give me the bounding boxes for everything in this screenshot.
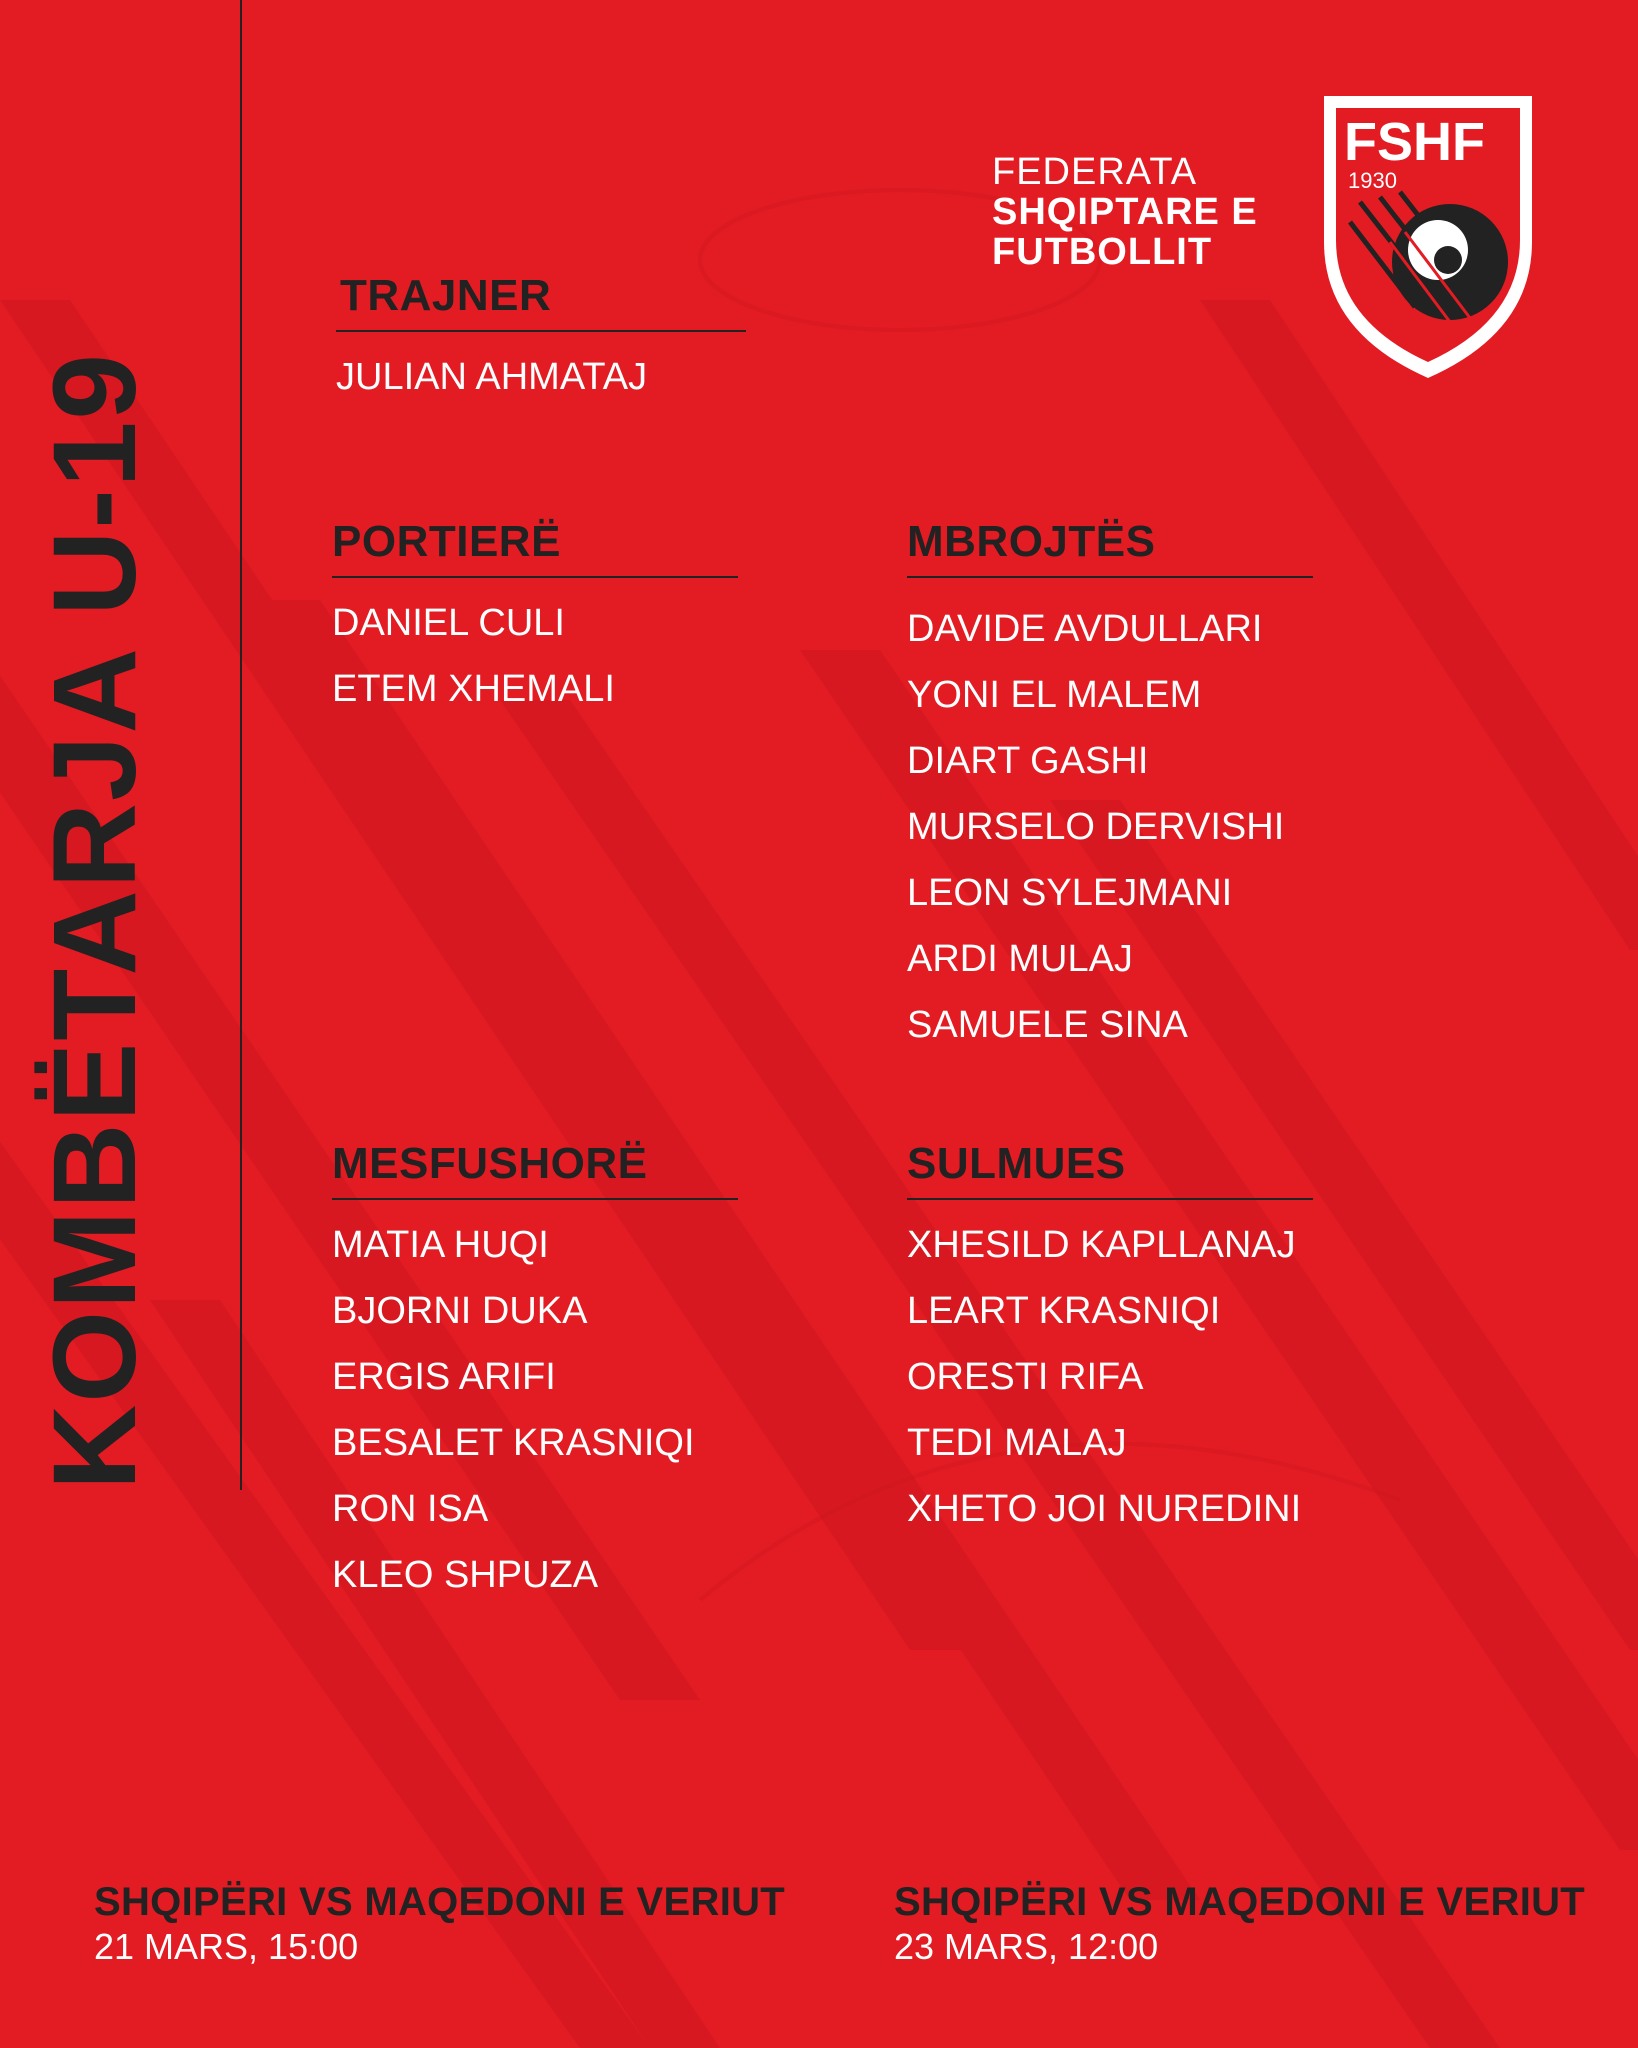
defenders-title: MBROJTËS [907,518,1313,578]
federation-line-3: FUTBOLLIT [992,231,1213,273]
list-item: MATIA HUQI [332,1224,549,1266]
crest-abbreviation: FSHF [1344,112,1485,172]
list-item: SAMUELE SINA [907,1004,1188,1046]
coach-section [336,272,756,410]
list-item: ETEM XHEMALI [332,668,615,710]
list-item: LEART KRASNIQI [907,1290,1221,1332]
forwards-list [907,1212,1327,1542]
list-item: DAVIDE AVDULLARI [907,608,1263,650]
list-item: XHESILD KAPLLANAJ [907,1224,1296,1266]
list-item: ERGIS ARIFI [332,1356,556,1398]
match-info-1 [94,1880,785,1970]
goalkeepers-title: PORTIERË [332,518,738,578]
list-item: DIART GASHI [907,740,1149,782]
list-item: DANIEL CULI [332,602,565,644]
match-title: SHQIPËRI VS MAQEDONI E VERIUT [94,1880,786,1924]
list-item: TEDI MALAJ [907,1422,1127,1464]
list-item: ARDI MULAJ [907,938,1133,980]
fshf-crest-logo [1320,92,1536,382]
list-item: RON ISA [332,1488,489,1530]
defenders-list [907,596,1327,1058]
midfielders-section [332,1140,752,1608]
midfielders-title: MESFUSHORË [332,1140,738,1200]
forwards-title: SULMUES [907,1140,1313,1200]
list-item: KLEO SHPUZA [332,1554,599,1596]
federation-name [992,152,1258,272]
coach-name: JULIAN AHMATAJ [336,356,648,398]
list-item: MURSELO DERVISHI [907,806,1285,848]
list-item: LEON SYLEJMANI [907,872,1233,914]
goalkeepers-list [332,590,752,722]
match-date: 21 MARS, 15:00 [94,1926,359,1967]
list-item: XHETO JOI NUREDINI [907,1488,1302,1530]
coach-title: TRAJNER [336,272,746,332]
list-item: ORESTI RIFA [907,1356,1144,1398]
federation-line-2: SHQIPTARE E [992,191,1258,233]
defenders-section [907,518,1327,1058]
crest-year: 1930 [1348,168,1397,193]
match-info-2 [894,1880,1585,1970]
match-title: SHQIPËRI VS MAQEDONI E VERIUT [894,1880,1586,1924]
list-item: BESALET KRASNIQI [332,1422,695,1464]
federation-line-1: FEDERATA [992,151,1198,193]
match-date: 23 MARS, 12:00 [894,1926,1159,1967]
vertical-divider [240,0,242,1490]
vertical-title: KOMBËTARJA U-19 [29,352,161,1490]
coach-list [336,344,756,410]
forwards-section [907,1140,1327,1542]
list-item: BJORNI DUKA [332,1290,588,1332]
list-item: YONI EL MALEM [907,674,1202,716]
midfielders-list [332,1212,752,1608]
goalkeepers-section [332,518,752,722]
